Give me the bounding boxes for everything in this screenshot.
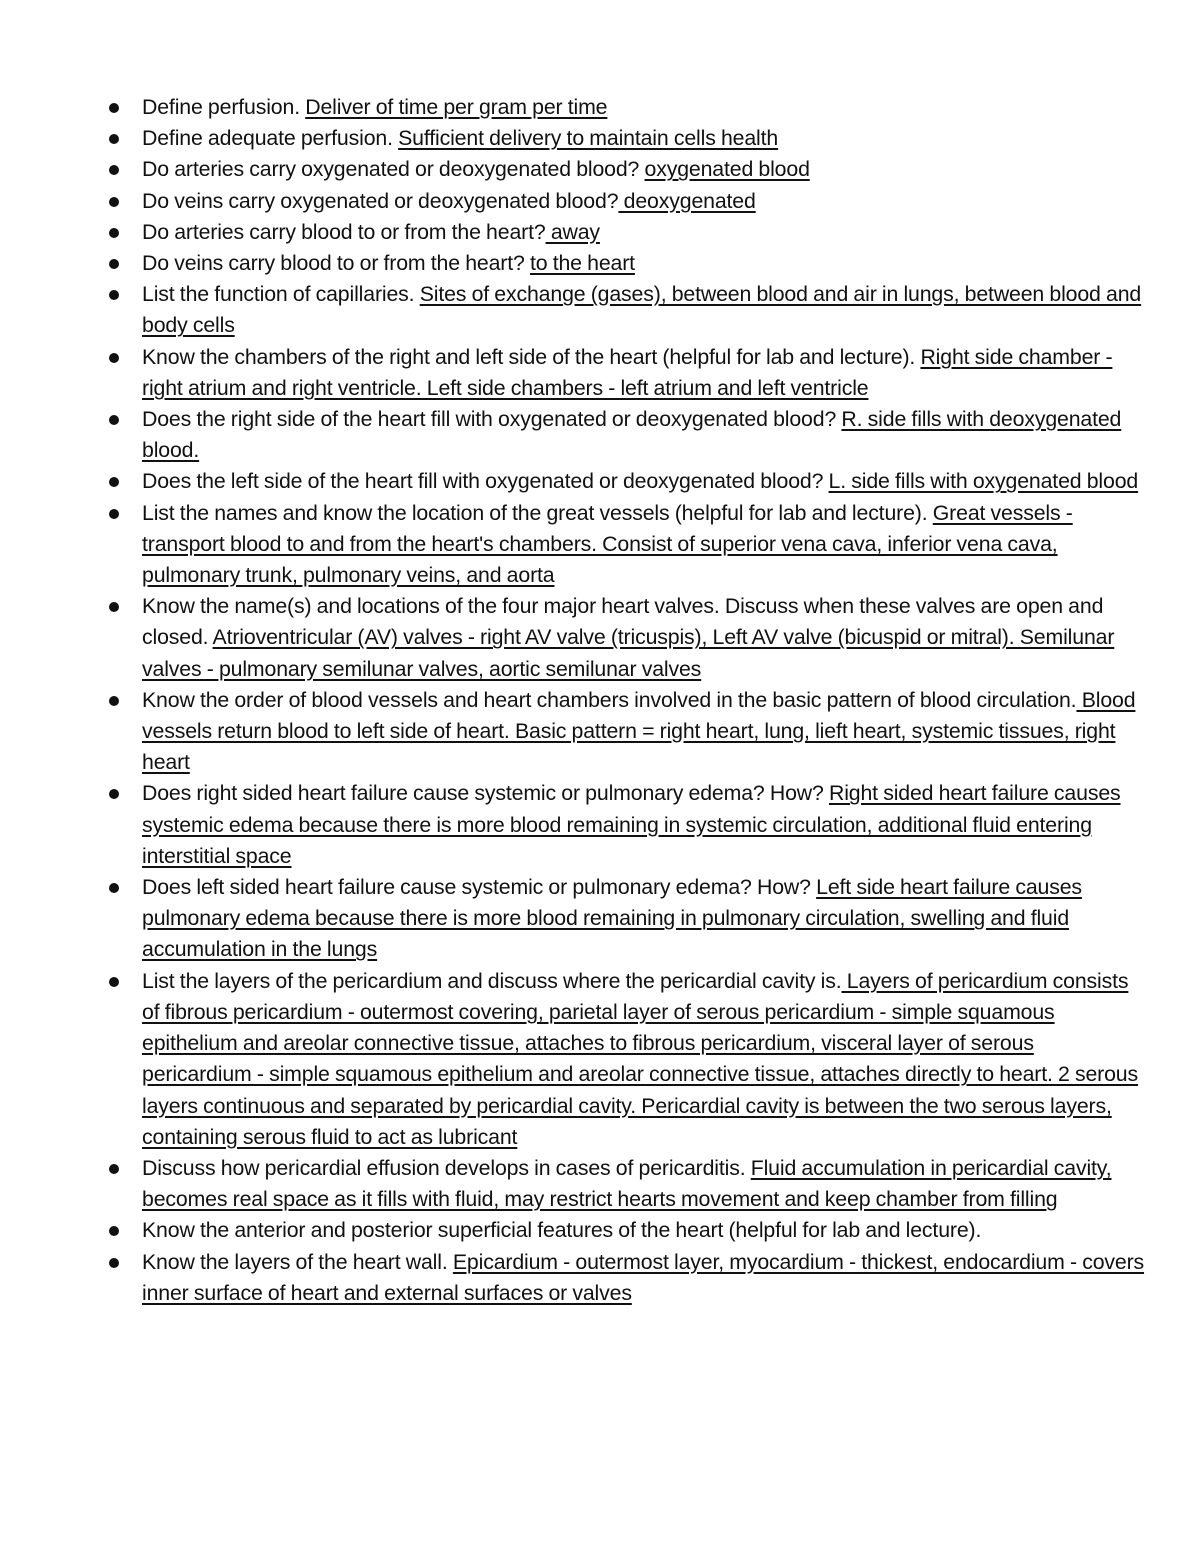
bullet-icon (109, 1258, 119, 1268)
answer-text: Atrioventricular (AV) valves - right AV valve (tricuspis), Left AV valve (bicuspid or mitral). Semilunar valves - pulmonary semilunar valves, aortic semilunar valves (142, 625, 1115, 681)
list-item (106, 1247, 1146, 1309)
bullet-icon (109, 134, 119, 144)
bullet-icon (109, 602, 119, 612)
bullet-icon (109, 290, 119, 300)
answer-text: Right sided heart failure causes systemic edema because there is more blood remaining in systemic circulation, additional fluid entering interstitial space (142, 781, 1121, 868)
list-item (106, 1153, 1146, 1215)
question-text: Do arteries carry blood to or from the heart? (142, 219, 546, 244)
answer-text: deoxygenated (618, 188, 756, 213)
bullet-icon (109, 977, 119, 987)
bullet-icon (109, 477, 119, 487)
list-item (106, 591, 1146, 685)
list-item (106, 123, 1146, 154)
answer-text: L. side fills with oxygenated blood (828, 469, 1139, 494)
answer-text: Left side heart failure causes pulmonary edema because there is more blood remaining in pulmonary circulation, swelling and fluid accumulation in the lungs (142, 875, 1082, 962)
bullet-icon (109, 883, 119, 893)
answer-text: Layers of pericardium consists of fibrous pericardium - outermost covering, parietal layer of serous pericardium - simple squamous epithelium and areolar connective tissue, attaches to fibrous pericardium, visceral layer of serous pericardium - simple squamous epithelium and areolar connective tissue, attaches directly to heart. 2 serous layers continuous and separated by pericardial cavity. Pericardial cavity is between the two serous layers, containing serous fluid to act as lubricant (142, 968, 1139, 1149)
answer-text: Blood vessels return blood to left side of heart. Basic pattern = right heart, lung, lieft heart, systemic tissues, right heart (142, 687, 1136, 775)
question-text: Define adequate perfusion. (142, 126, 399, 151)
question-text: Does right sided heart failure cause systemic or pulmonary edema? How? (142, 781, 829, 806)
bullet-icon (109, 789, 119, 799)
list-item (106, 154, 1146, 185)
answer-text: away (545, 219, 600, 244)
list-item (106, 466, 1146, 497)
answer-text: Deliver of time per gram per time (305, 95, 608, 119)
bullet-icon (109, 1164, 119, 1174)
question-text: Know the anterior and posterior superficial features of the heart (helpful for lab and lecture). (142, 1218, 982, 1243)
list-item (106, 217, 1146, 248)
question-text: List the layers of the pericardium and discuss where the pericardial cavity is. (142, 968, 842, 993)
answer-text: oxygenated blood (644, 157, 810, 182)
question-text: List the names and know the location of the great vessels (helpful for lab and lecture). (142, 500, 933, 525)
list-item (106, 966, 1146, 1153)
answer-text: to the heart (529, 251, 635, 276)
question-text: Know the name(s) and locations of the four major heart valves. Discuss when these valves are open and closed. (142, 594, 1104, 650)
list-item (106, 872, 1146, 966)
question-text: List the function of capillaries. (142, 282, 420, 307)
bullet-icon (109, 259, 119, 269)
list-item (106, 778, 1146, 872)
question-text: Does the left side of the heart fill with oxygenated or deoxygenated blood? (142, 469, 829, 494)
question-text: Do veins carry blood to or from the heart? (142, 251, 530, 276)
list-item (106, 685, 1146, 779)
answer-text: R. side fills with deoxygenated blood. (142, 407, 1122, 463)
bullet-icon (109, 103, 119, 113)
question-text: Do veins carry oxygenated or deoxygenated blood? (142, 188, 619, 213)
list-item (106, 279, 1146, 341)
list-item (106, 342, 1146, 404)
answer-text: Epicardium - outermost layer, myocardium - thickest, endocardium - covers inner surface of heart and external surfaces or valves (142, 1249, 1145, 1305)
answer-text: Sufficient delivery to maintain cells health (398, 126, 779, 151)
study-guide-list (106, 92, 1146, 1309)
answer-text: Great vessels - transport blood to and from the heart's chambers. Consist of superior vena cava, inferior vena cava, pulmonary trunk, pulmonary veins, and aorta (142, 500, 1073, 588)
answer-text: Fluid accumulation in pericardial cavity, becomes real space as it fills with fluid, may restrict hearts movement and keep chamber from filling (142, 1155, 1112, 1212)
bullet-icon (109, 228, 119, 238)
question-text: Define perfusion. (142, 95, 306, 119)
answer-text: Sites of exchange (gases), between blood and air in lungs, between blood and body cells (142, 282, 1142, 338)
bullet-icon (109, 1226, 119, 1236)
bullet-icon (109, 509, 119, 519)
question-text: Know the chambers of the right and left side of the heart (helpful for lab and lecture). (142, 344, 921, 369)
question-text: Know the layers of the heart wall. (142, 1249, 453, 1274)
answer-text: Right side chamber - right atrium and right ventricle. Left side chambers - left atrium and left ventricle (142, 344, 1113, 400)
list-item (106, 498, 1146, 592)
list-item (106, 92, 1146, 123)
question-text: Discuss how pericardial effusion develops in cases of pericarditis. (142, 1155, 751, 1180)
list-item (106, 186, 1146, 217)
bullet-icon (109, 197, 119, 207)
question-text: Do arteries carry oxygenated or deoxygenated blood? (142, 157, 645, 182)
bullet-icon (109, 165, 119, 175)
bullet-icon (109, 415, 119, 425)
list-item (106, 404, 1146, 466)
question-text: Does left sided heart failure cause systemic or pulmonary edema? How? (142, 875, 817, 900)
list-item (106, 248, 1146, 279)
list-item (106, 1215, 1146, 1246)
bullet-icon (109, 696, 119, 706)
question-text: Does the right side of the heart fill with oxygenated or deoxygenated blood? (142, 407, 842, 432)
question-text: Know the order of blood vessels and heart chambers involved in the basic pattern of blood circulation. (142, 687, 1077, 712)
bullet-icon (109, 353, 119, 363)
